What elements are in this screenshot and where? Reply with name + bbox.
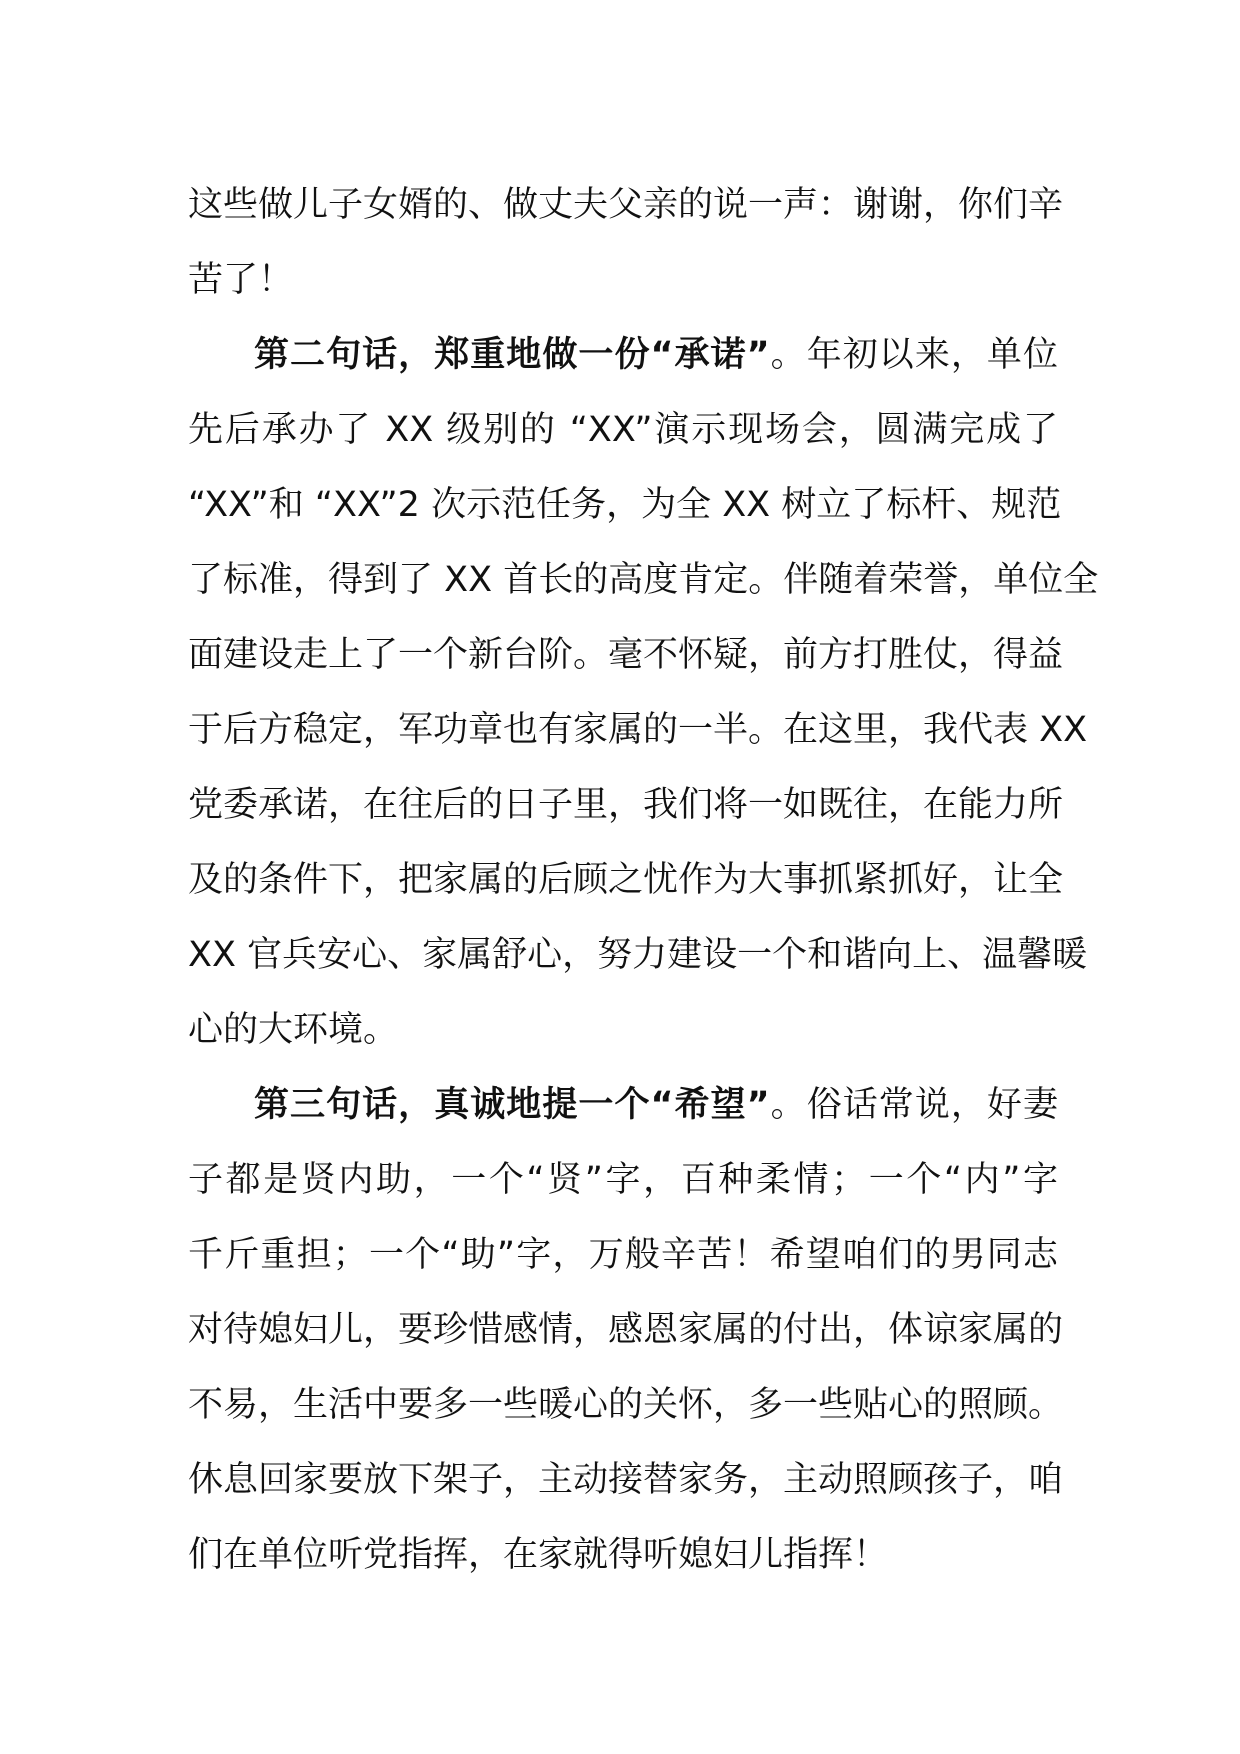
paragraph-1-line: 苦了！ [188,260,294,300]
paragraph-2-line: 先后承办了 XX 级别的 “XX”演示现场会，圆满完成了 [188,410,1058,450]
paragraph-2-line: 心的大环境。 [188,1010,399,1050]
paragraph-3-lead-rest: 。俗话常说，好妻 [769,1085,1058,1125]
paragraph-2-line: 及的条件下，把家属的后顾之忧作为大事抓紧抓好，让全 [188,860,1064,900]
paragraph-2-line: 面建设走上了一个新台阶。毫不怀疑，前方打胜仗，得益 [188,635,1064,675]
paragraph-2-first-line [188,318,1058,393]
paragraph-1-line: 这些做儿子女婿的、做丈夫父亲的说一声：谢谢，你们辛 [188,185,1064,225]
paragraph-2-lead-rest: 。年初以来，单位 [769,335,1058,375]
paragraph-3-heading: 第三句话，真诚地提一个“希望” [254,1085,770,1125]
paragraph-3-line: 千斤重担；一个“助”字，万般辛苦！希望咱们的男同志 [188,1235,1058,1275]
paragraph-3-line: 子都是贤内助，一个“贤”字，百种柔情；一个“内”字 [188,1160,1058,1200]
paragraph-2-heading: 第二句话，郑重地做一份“承诺” [254,335,770,375]
paragraph-2-line: XX 官兵安心、家属舒心，努力建设一个和谐向上、温馨暖 [188,935,1088,975]
paragraph-1 [188,168,1064,318]
paragraph-3-line: 们在单位听党指挥，在家就得听媳妇儿指挥！ [188,1535,889,1575]
document-page [188,168,1099,1593]
paragraph-2 [188,318,1099,1068]
paragraph-2-line: “XX”和 “XX”2 次示范任务，为全 XX 树立了标杆、规范 [188,485,1062,525]
paragraph-2-line: 了标准，得到了 XX 首长的高度肯定。伴随着荣誉，单位全 [188,560,1099,600]
paragraph-2-line: 党委承诺，在往后的日子里，我们将一如既往，在能力所 [188,785,1064,825]
paragraph-3 [188,1068,1064,1593]
paragraph-3-line: 对待媳妇儿，要珍惜感情，感恩家属的付出，体谅家属的 [188,1310,1064,1350]
paragraph-3-first-line [188,1068,1058,1143]
paragraph-3-line: 不易，生活中要多一些暖心的关怀，多一些贴心的照顾。 [188,1385,1064,1425]
paragraph-2-line: 于后方稳定，军功章也有家属的一半。在这里，我代表 XX [188,710,1088,750]
paragraph-3-line: 休息回家要放下架子，主动接替家务，主动照顾孩子，咱 [188,1460,1064,1500]
